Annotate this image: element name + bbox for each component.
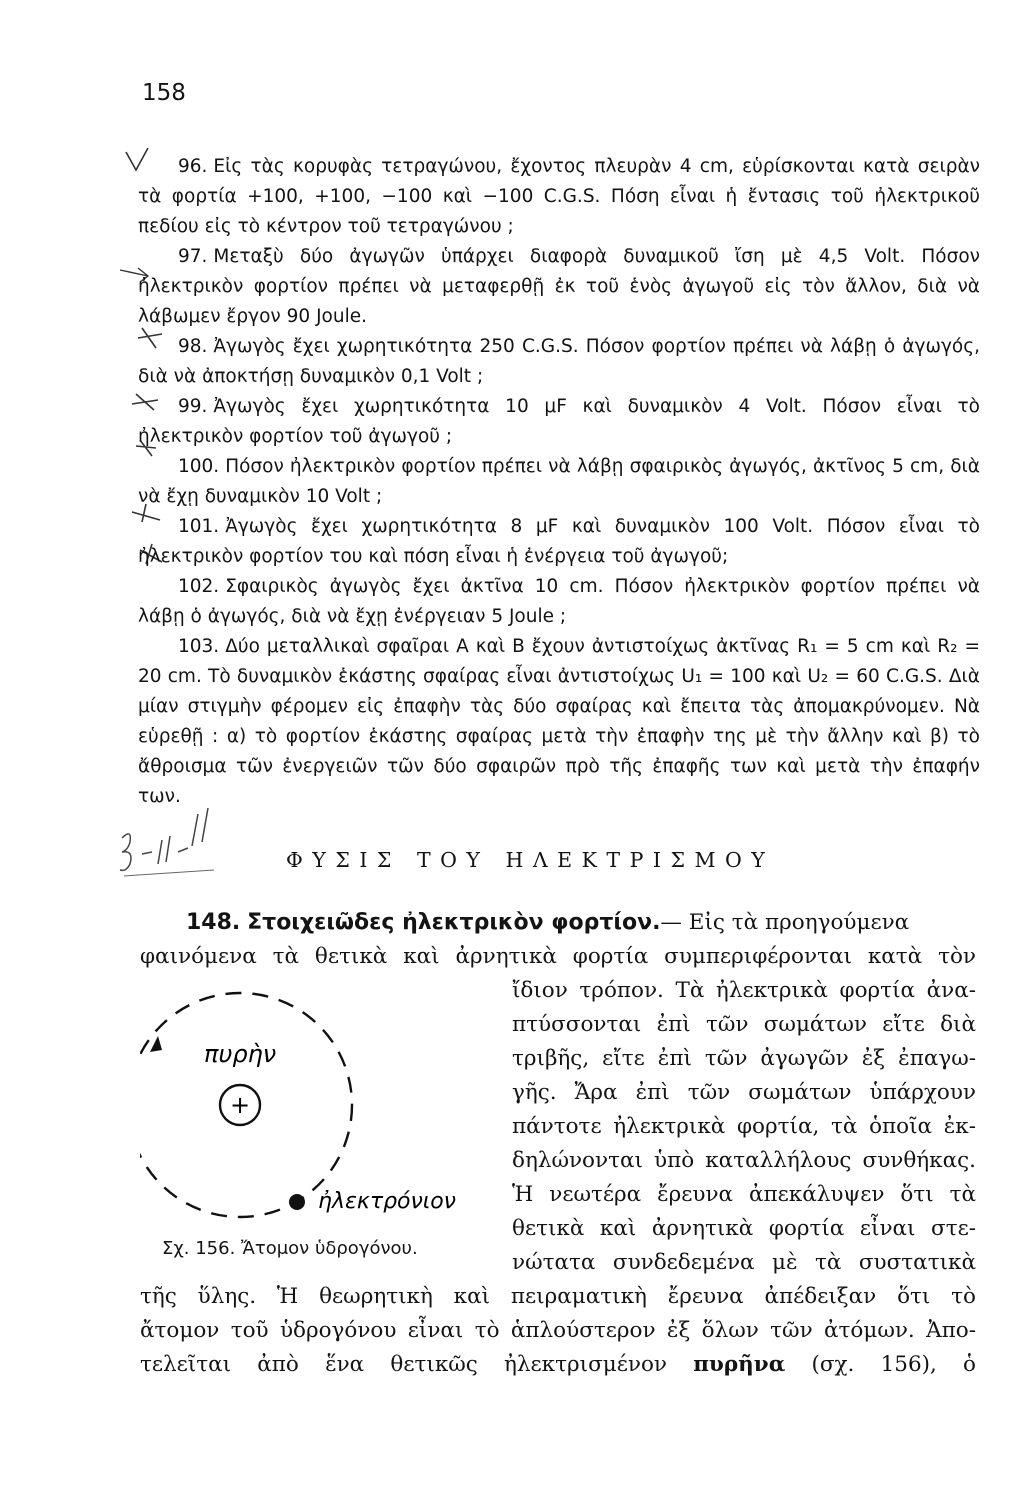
problem-103: 103. Δύο μεταλλικαὶ σφαῖραι Α καὶ Β ἔχουν ἀντιστοίχως ἀκτῖνας R₁ = 5 cm καὶ R₂ = 20 cm. Τὸ δυναμικὸν ἑκάστης σφαίρας εἶναι ἀντιστοίχως U₁ = 100 καὶ U₂ = 60 C.G.S. Διὰ μίαν στιγμὴν φέρομεν εἰς ἐπαφὴν τὰς δύο σφαίρας καὶ ἔπειτα τὰς ἀπομακρύνομεν. Νὰ εὑρεθῇ : α) τὸ φορτίον ἑκάστης σφαίρας μετὰ τὴν ἐπαφὴν της μὲ τὴν ἄλλην καὶ β) τὸ ἄθροισμα τῶν ἐνεργειῶν τῶν δύο σφαιρῶν πρὸ τῆς ἐπαφῆς των καὶ μετὰ τὴν ἐπαφήν των. <box>138 636 980 807</box>
section-number: 148. <box>186 910 241 935</box>
section-wrapped-text: ἴδιον τρόπον. Τὰ ἠλεκτρικὰ φορτία ἀνα- πτύσσονται ἐπὶ τῶν σωμάτων εἴτε διὰ τριβῆς, εἴτε ἐπὶ τῶν ἀγωγῶν ἐξ ἐπαγω- γῆς. Ἄρα ἐπὶ τῶν σωμάτων ὑπάρχουν πάντοτε ἠλεκτρικὰ φορτία, τὰ ὁποῖα ἐκ- δηλώνονται ὑπὸ καταλλήλους συνθήκας. Ἡ νεωτέρα ἔρευνα ἀπεκάλυψεν ὅτι τὰ θετικὰ καὶ ἀρνητικὰ φορτία εἶναι στε- νώτατα συνδεδεμένα μὲ τὰ συστατικὰ <box>512 978 976 1275</box>
section-full-text: τῆς ὕλης. Ἡ θεωρητικὴ καὶ πειραματικὴ ἔρευνα ἀπέδειξαν ὅτι τὸ ἄτομον τοῦ ὑδρογόνου εἶναι τὸ ἁπλούστερον ἐξ ὅλων τῶν ἀτόμων. Ἀπο- τελεῖται ἀπὸ ἕνα θετικῶς ἠλεκτρισμένον πυρῆνα (σχ. 156), ὁ <box>140 1280 976 1382</box>
section-title: Στοιχειῶδες ἠλεκτρικὸν φορτίον. <box>247 910 661 935</box>
electron-label: ἠλεκτρόνιον <box>318 1189 456 1214</box>
electron-dot <box>289 1194 305 1210</box>
figure-caption: Σχ. 156. Ἄτομον ὑδρογόνου. <box>162 1238 418 1259</box>
chapter-heading: ΦΥΣΙΣ ΤΟΥ ΗΛΕΚΤΡΙΣΜΟΥ <box>286 848 775 872</box>
orbit-arrow-icon <box>150 1036 162 1052</box>
section-line-1: φαινόμενα τὰ θετικὰ καὶ ἀρνητικὰ φορτία συμπεριφέρονται κατὰ τὸν <box>140 944 976 969</box>
problem-96: 96. Εἰς τὰς κορυφὰς τετραγώνου, ἔχοντος πλευρὰν 4 cm, εὑρίσκονται κατὰ σειρὰν τὰ φορτία +100, +100, −100 καὶ −100 C.G.S. Πόση εἶναι ἡ ἔντασις τοῦ ἠλεκτρικοῦ πεδίου εἰς τὸ κέντρον τοῦ τετραγώνου ; <box>138 156 980 237</box>
nucleus-label: πυρὴν <box>204 1040 277 1068</box>
section-last-line: τελεῖται ἀπὸ ἕνα θετικῶς ἠλεκτρισμένον πυρῆνα (σχ. 156), ὁ <box>140 1352 976 1377</box>
page-number: 158 <box>142 80 186 106</box>
problem-101: 101. Ἀγωγὸς ἔχει χωρητικότητα 8 μF καὶ δυναμικὸν 100 Volt. Πόσον εἶναι τὸ ἠλεκτρικὸν φορτίον του καὶ πόση εἶναι ἡ ἐνέργεια τοῦ ἀγωγοῦ; <box>138 516 980 567</box>
section-line-0: Εἰς τὰ προηγούμενα <box>688 910 910 935</box>
problem-102: 102. Σφαιρικὸς ἀγωγὸς ἔχει ἀκτῖνα 10 cm. Πόσον ἠλεκτρικὸν φορτίον πρέπει νὰ λάβῃ ὁ ἀγωγός, διὰ νὰ ἔχῃ ἐνέργειαν 5 Joule ; <box>138 576 980 627</box>
problem-98: 98. Ἀγωγὸς ἔχει χωρητικότητα 250 C.G.S. Πόσον φορτίον πρέπει νὰ λάβῃ ὁ ἀγωγός, διὰ νὰ ἀποκτήσῃ δυναμικὸν 0,1 Volt ; <box>138 336 980 387</box>
section-intro: 148. Στοιχειῶδες ἠλεκτρικὸν φορτίον.— Εἰς τὰ προηγούμενα <box>186 910 910 935</box>
handwritten-note <box>118 800 228 880</box>
hydrogen-atom-figure <box>140 990 500 1230</box>
section-line-1-block <box>140 940 976 974</box>
problem-97: 97. Μεταξὺ δύο ἀγωγῶν ὑπάρχει διαφορὰ δυναμικοῦ ἴση μὲ 4,5 Volt. Πόσον ἠλεκτρικὸν φορτίον πρέπει νὰ μεταφερθῇ ἐκ τοῦ ἑνὸς ἀγωγοῦ εἰς τὸν ἄλλον, διὰ νὰ λάβωμεν ἔργον 90 Joule. <box>138 246 980 327</box>
problems-list <box>138 152 980 812</box>
plus-sign: + <box>229 1091 251 1119</box>
problem-100: 100. Πόσον ἠλεκτρικὸν φορτίον πρέπει νὰ λάβῃ σφαιρικὸς ἀγωγός, ἀκτῖνος 5 cm, διὰ νὰ ἔχῃ δυναμικὸν 10 Volt ; <box>138 456 980 507</box>
nucleus-term: πυρῆνα <box>693 1352 786 1377</box>
problem-99: 99. Ἀγωγὸς ἔχει χωρητικότητα 10 μF καὶ δυναμικὸν 4 Volt. Πόσον εἶναι τὸ ἠλεκτρικὸν φορτίον τοῦ ἀγωγοῦ ; <box>138 396 980 447</box>
